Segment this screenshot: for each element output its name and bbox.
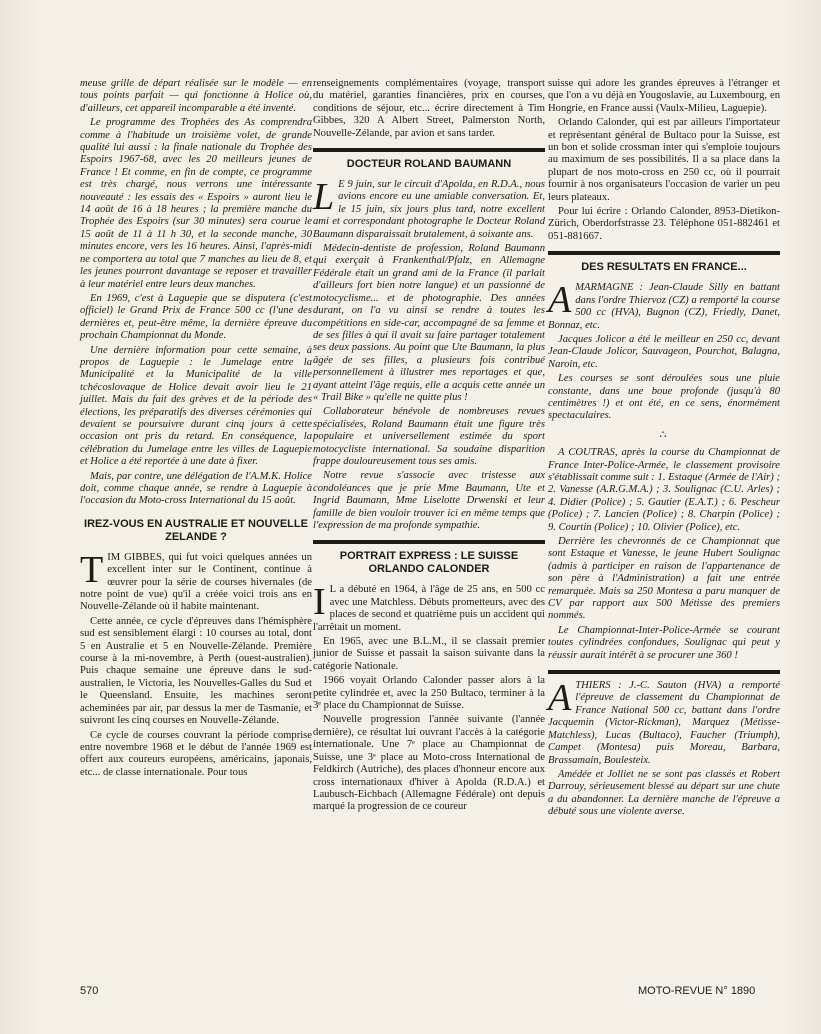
paragraph — [313, 581, 545, 634]
paragraph-text: L a débuté en 1964, à l'âge de 25 ans, en 500 cc avec une Matchless. Débuts prometteurs, avec des places de second et quatrième puis un accident qui l'arrêtait un moment. — [313, 584, 545, 633]
column-3 — [548, 78, 780, 821]
paragraph: Collaborateur bénévole de nombreuses revues spécialisées, Roland Baumann était une figure très populaire et universellement estimée du sport motocycliste international. Sa soudaine disparition frappe douloureusement tous ses amis. — [313, 406, 545, 467]
paragraph: Orlando Calonder, qui est par ailleurs l'importateur et représentant général de Bultaco pour la Suisse, est un bon et solide crossman inter qui s'emploie toujours au maximum de ses possibilités. Il a sa place dans la plupart de nos moto-cross en 250 cc, où il pourrait fournir à nos organisateurs l'occasion de varier un peu leurs plateaux. — [548, 117, 780, 203]
paragraph-text: IM GIBBES, qui fut voici quelques années un excellent inter sur le Continent, continue à œuvrer pour la série de courses hivernales (de notre point de vue) qu'il a créée voici trois ans en Nouvelle-Zélande où il habite maintenant. — [80, 551, 312, 613]
paragraph: Le Championnat-Inter-Police-Armée se courant toutes cylindrées confondues, Soulignac qui peut y réussir aurait intérêt à se procurer une 360 ! — [548, 624, 780, 661]
section-heading: PORTRAIT EXPRESS : LE SUISSE ORLANDO CALONDER — [313, 540, 545, 576]
section-separator: ∴ — [659, 428, 669, 441]
section-heading: DOCTEUR ROLAND BAUMANN — [313, 148, 545, 171]
paragraph: suisse qui adore les grandes épreuves à l'étranger et que l'on a vu déjà en Yougoslavie, au Luxembourg, en Hongrie, en France aussi (Vaulx-Milieu, Laguepie). — [548, 78, 780, 114]
paragraph: meuse grille de départ réalisée sur le modèle — en tous points parfait — qui fonctionne à Holice où, d'ailleurs, cet appareil incomparable a été inventé. — [80, 78, 312, 114]
column-1 — [80, 78, 312, 781]
paragraph: Cette année, ce cycle d'épreuves dans l'hémisphère sud est sensiblement élargi : 10 courses au total, dont 5 en Australie et 5 en Nouvelle-Zélande. Première course à la mi-novembre, à Perth (ouest-australien). Puis chaque semaine une épreuve dans le sud-australien, le Victoria, les Nouvelles-Galles du Sud et le Queensland. Ensuite, les machines seront acheminées par air, par dessus la mer de Tasmanie, et suivront les cinq courses en Nouvelle-Zélande. — [80, 615, 312, 727]
paragraph: Médecin-dentiste de profession, Roland Baumann qui exerçait à Frankenthal/Pfalz, en Allemagne Fédérale était un grand ami de la France (il parlait d'ailleurs fort bien notre langue) et un passionné de motocyclisme... et de photographie. Des années durant, on l'a vu ainsi se rendre à toutes les compétitions en side-car, accompagné de sa femme et de ses filles à qui il avait su faire partager totalement ses deux passions. Au point que Ute Baumann, la plus âgée de ses filles, a plusieurs fois contribué personnellement à illustrer mes reportages et que, ayant atteint l'âge requis, elle a acquis cette année un « Trail Bike » qu'elle ne quitte plus ! — [313, 243, 545, 403]
paragraph — [548, 677, 780, 767]
drop-cap: T — [80, 548, 104, 591]
paragraph: En 1969, c'est à Laguepie que se disputera (c'est officiel) le Grand Prix de France 500 cc (l'une des dernières et, peut-être même, la dernière épreuve du prochain Championnat du Monde. — [80, 292, 312, 342]
paragraph: Ce cycle de courses couvrant la période comprise entre novembre 1968 et le début de l'année 1969 est offert aux coureurs européens, américains, japonais, etc... de classe internationale. Pour tous — [80, 729, 312, 778]
paragraph: Une dernière information pour cette semaine, à propos de Laguepie : le Jumelage entre la Municipalité et la Municipalité de la ville tchécoslovaque de Holice devait avoir lieu le 21 juillet. Mais du fait des grèves et de la période des élections, les préparatifs des diverses cérémonies qui devaient se poursuivre durant cinq jours à cette occasion ont pris du retard. En conséquence, la célébration du Jumelage entre les villes de Laguepie et Holice a été reportée à une date à fixer. — [80, 344, 312, 468]
section-heading: DES RESULTATS EN FRANCE... — [548, 251, 780, 274]
paragraph — [313, 176, 545, 241]
paragraph-text: THIERS : J.-C. Sauton (HVA) a remporté l'épreuve de classement du Championnat de France National 500 cc, battant dans l'ordre Jacquemin (Victor-Rickman), Marquez (Métisse-Matchless), Lucas (Bultaco), Faucher (Triumph), Campet (Montesa) puis Moreau, Barbara, Brassamain, Boulesteix. — [548, 680, 780, 766]
section-heading: IREZ-VOUS EN AUSTRALIE ET NOUVELLE ZELANDE ? — [84, 517, 308, 543]
paragraph: Les courses se sont déroulées sous une pluie constante, dans une boue profonde (jusqu'à 80 centimètres !) et ont été, en ce sens, énormément spectaculaires. — [548, 373, 780, 422]
paragraph: En 1965, avec une B.L.M., il se classait premier junior de Suisse et passait la saison suivante dans la catégorie Nationale. — [313, 636, 545, 672]
drop-cap: L — [313, 176, 335, 219]
paragraph: Notre revue s'associe avec tristesse aux condoléances que je prie Mme Baumann, Ute et Ingrid Baumann, Mme Liselotte Drwenski et leur famille de bien vouloir trouver ici en même temps que l'expression de ma profonde sympathie. — [313, 470, 545, 531]
paragraph: Jacques Jolicor a été le meilleur en 250 cc, devant Jean-Claude Jolicor, Sauvageon, Pourchot, Balagna, Naroin, etc. — [548, 333, 780, 370]
magazine-issue: MOTO-REVUE N° 1890 — [638, 985, 756, 997]
paragraph: renseignements complémentaires (voyage, transport du matériel, garanties financières, prix en courses, conditions de séjour, etc... écrire directement à Tim Gibbes, 320 A Albert Street, Palmerston North, Nouvelle-Zélande, par avion et sans tarder. — [313, 78, 545, 139]
paragraph-text: MARMAGNE : Jean-Claude Silly en battant dans l'ordre Thiervoz (CZ) a remporté la course 500 cc (HVA), Bugnon (CZ), Friedly, Danet, Bonnaz, etc. — [548, 282, 780, 331]
paragraph: Amédée et Jolliet ne se sont pas classés et Robert Darrouy, sérieusement blessé au départ sur une chute a du abandonner. La dernière manche de l'épreuve a débuté sous une violente averse. — [548, 768, 780, 818]
paragraph: 1966 voyait Orlando Calonder passer alors à la petite cylindrée et, avec la 250 Bultaco, terminer à la 3ᵉ place du Championnat de Suisse. — [313, 675, 545, 712]
paragraph — [80, 548, 312, 614]
paragraph: Mais, par contre, une délégation de l'A.M.K. Holice doit, comme chaque année, se rendre à Laguepie à l'occasion du Moto-cross International du 15 août. — [80, 470, 312, 507]
paragraph-text: E 9 juin, sur le circuit d'Apolda, en R.D.A., nous avions encore eu une amiable conversation. Et, le 15 juin, six jours plus tard, notre excellent ami et correspondant photographe le Docteur Roland Baumann disparaissait brutalement, à soixante ans. — [313, 179, 545, 240]
drop-cap: I — [313, 581, 326, 624]
drop-cap: A — [548, 279, 572, 322]
paragraph: A COUTRAS, après la course du Championnat de France Inter-Police-Armée, le classement provisoire s'établissait comme suit : 1. Estaque (Armée de l'Air) ; 2. Vanesse (A.R.G.M.A.) ; 3. Soulignac (C.U. Arles) ; 4. Didier (Police) ; 5. Gautier (E.A.T.) ; 6. Pescheur (Police) ; 7. Lancien (Police) ; 8. Charpin (Police) ; 9. Courtin (Police) ; 10. Olivier (Police), etc. — [548, 447, 780, 533]
paragraph: Le programme des Trophées des As comprendra comme à l'habitude un troisième volet, de grande qualité lui aussi : la finale nationale du Trophée des Espoirs 1967-68, avec les 20 meilleurs jeunes de France ! Et comme, en fin de compte, ce programme est très chargé, nous verrons une intéressante nouveauté : les essais des « Espoirs » auront lieu le 14 août de 16 à 18 heures ; la première manche du Trophée des Espoirs (sur 30 minutes) sera courue le 15 août de 11 à 11 h 30, et la seconde manche, 30 minutes encore, vers les 16 heures. Ainsi, l'après-midi ne comportera au total que 7 manches au lieu de 8, et les jeunes pourront davantage se reposer et travailler à leur matériel entre leurs deux manches. — [80, 117, 312, 290]
column-2 — [313, 78, 545, 816]
drop-cap: A — [548, 677, 572, 720]
paragraph: Derrière les chevronnés de ce Championnat que sont Estaque et Vanesse, le jeune Hubert Soulignac (admis à participer en raison de l'appartenance de son père à l'Administration) a fait une entrée remarquée. Mais sa 250 Montesa a paru manquer de CV par rapport aux 500 Métisse des premiers nommés. — [548, 536, 780, 622]
paragraph — [548, 279, 780, 332]
paragraph: Pour lui écrire : Orlando Calonder, 8953-Dietikon-Zürich, Oberdorfstrasse 23. Téléphone 051-882461 et 051-881667. — [548, 206, 780, 242]
divider — [548, 670, 780, 674]
paragraph: Nouvelle progression l'année suivante (l'année dernière), ce résultat lui ouvrant l'accès à la catégorie internationale. Une 7ᵉ place au Championnat de Suisse, une 3ᵉ place au Moto-cross International de Feldkirch (Autriche), des places d'honneur encore aux cross internationaux d'hiver à Apolda (R.D.A.) et Laubusch-Eichbach (Allemagne Fédérale) ont depuis marqué la progression de ce coureur — [313, 714, 545, 813]
page-number: 570 — [80, 985, 99, 997]
